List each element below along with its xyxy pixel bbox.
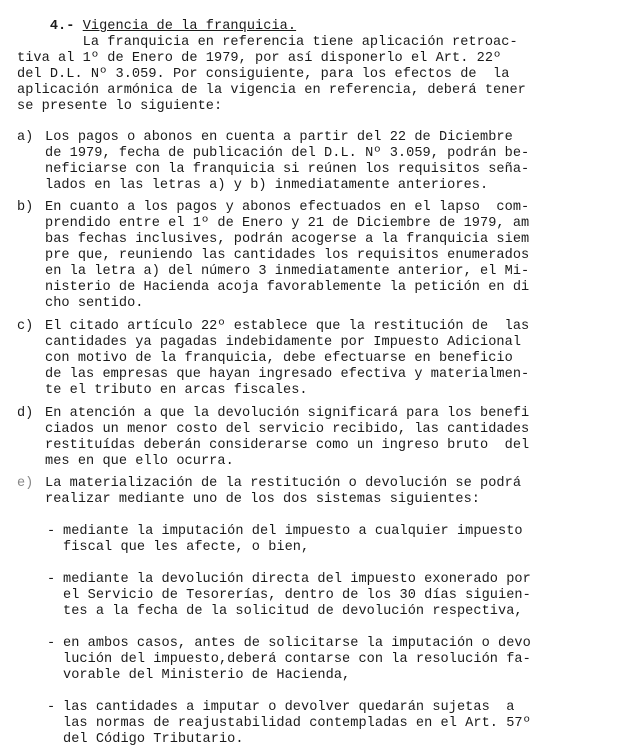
item-line: cho sentido.	[45, 296, 144, 311]
bullet-line: tes a la fecha de la solicitud de devolución respectiva,	[63, 604, 523, 619]
bullet-line: lución del impuesto,deberá contarse con la resolución fa-	[63, 652, 531, 667]
item-line: de las empresas que hayan ingresado efectiva y materialmen-	[45, 367, 530, 382]
item-label: d)	[17, 406, 34, 421]
item-line: con motivo de la franquicia, debe efectuarse en beneficio	[45, 351, 513, 366]
dash-marker: -	[47, 700, 56, 715]
bullet-line: las normas de reajustabilidad contempladas en el Art. 57º	[63, 716, 531, 731]
item-line: restituídas deberán considerarse como un ingreso bruto del	[45, 438, 530, 453]
bullet-line: en ambos casos, antes de solicitarse la imputación o devo	[63, 636, 531, 651]
item-line: prendido entre el 1º de Enero y 21 de Diciembre de 1979, am	[45, 216, 530, 231]
item-line: nisterio de Hacienda acoja favorablemente la petición en di	[45, 280, 530, 295]
intro-line: tiva al 1º de Enero de 1979, por así disponerlo el Art. 22º	[17, 51, 502, 66]
intro-line: del D.L. Nº 3.059. Por consiguiente, para los efectos de la	[17, 67, 510, 82]
item-line: La materialización de la restitución o devolución se podrá	[45, 476, 522, 491]
bullet-line: fiscal que les afecte, o bien,	[63, 540, 310, 555]
item-line: en la letra a) del número 3 inmediatamente anterior, el Mi-	[45, 264, 530, 279]
item-line: mes en que ello ocurra.	[45, 454, 234, 469]
item-label: b)	[17, 200, 34, 215]
dash-marker: -	[47, 636, 56, 651]
bullet-line: mediante la devolución directa del impuesto exonerado por	[63, 572, 531, 587]
item-line: bas fechas inclusives, podrán acogerse a la franquicia siem	[45, 232, 530, 247]
item-line: neficiarse con la franquicia si reúnen los requisitos seña-	[45, 162, 530, 177]
dash-marker: -	[47, 572, 56, 587]
item-line: El citado artículo 22º establece que la restitución de las	[45, 319, 530, 334]
item-label: a)	[17, 130, 34, 145]
intro-line: se presente lo siguiente:	[17, 99, 223, 114]
item-line: pre que, reuniendo las cantidades los requisitos enumerados	[45, 248, 530, 263]
item-line: Los pagos o abonos en cuenta a partir del 22 de Diciembre	[45, 130, 513, 145]
bullet-line: el Servicio de Tesorerías, dentro de los 30 días siguien-	[63, 588, 531, 603]
bullet-line: las cantidades a imputar o devolver quedarán sujetas a	[63, 700, 515, 715]
item-line: cantidades ya pagadas indebidamente por Impuesto Adicional	[45, 335, 522, 350]
item-label: c)	[17, 319, 34, 334]
intro-line: La franquicia en referencia tiene aplicación retroac-	[17, 35, 518, 50]
item-line: realizar mediante uno de los dos sistemas siguientes:	[45, 492, 481, 507]
item-line: lados en las letras a) y b) inmediatamente anteriores.	[45, 178, 489, 193]
section-title: Vigencia de la franquicia.	[82, 19, 297, 34]
bullet-line: mediante la imputación del impuesto a cualquier impuesto	[63, 524, 523, 539]
bullet-line: del Código Tributario.	[63, 732, 244, 747]
item-line: ciados un menor costo del servicio recibido, las cantidades	[45, 422, 530, 437]
dash-marker: -	[47, 524, 56, 539]
item-line: de 1979, fecha de publicación del D.L. Nº 3.059, podrán be-	[45, 146, 530, 161]
item-line: En atención a que la devolución significará para los benefi	[45, 406, 530, 421]
item-line: En cuanto a los pagos y abonos efectuados en el lapso com-	[45, 200, 530, 215]
section-number: 4.-	[49, 19, 75, 34]
item-label: e)	[17, 476, 34, 491]
bullet-line: vorable del Ministerio de Hacienda,	[63, 668, 351, 683]
intro-line: aplicación armónica de la vigencia en referencia, deberá tener	[17, 83, 526, 98]
item-line: te el tributo en arcas fiscales.	[45, 383, 308, 398]
